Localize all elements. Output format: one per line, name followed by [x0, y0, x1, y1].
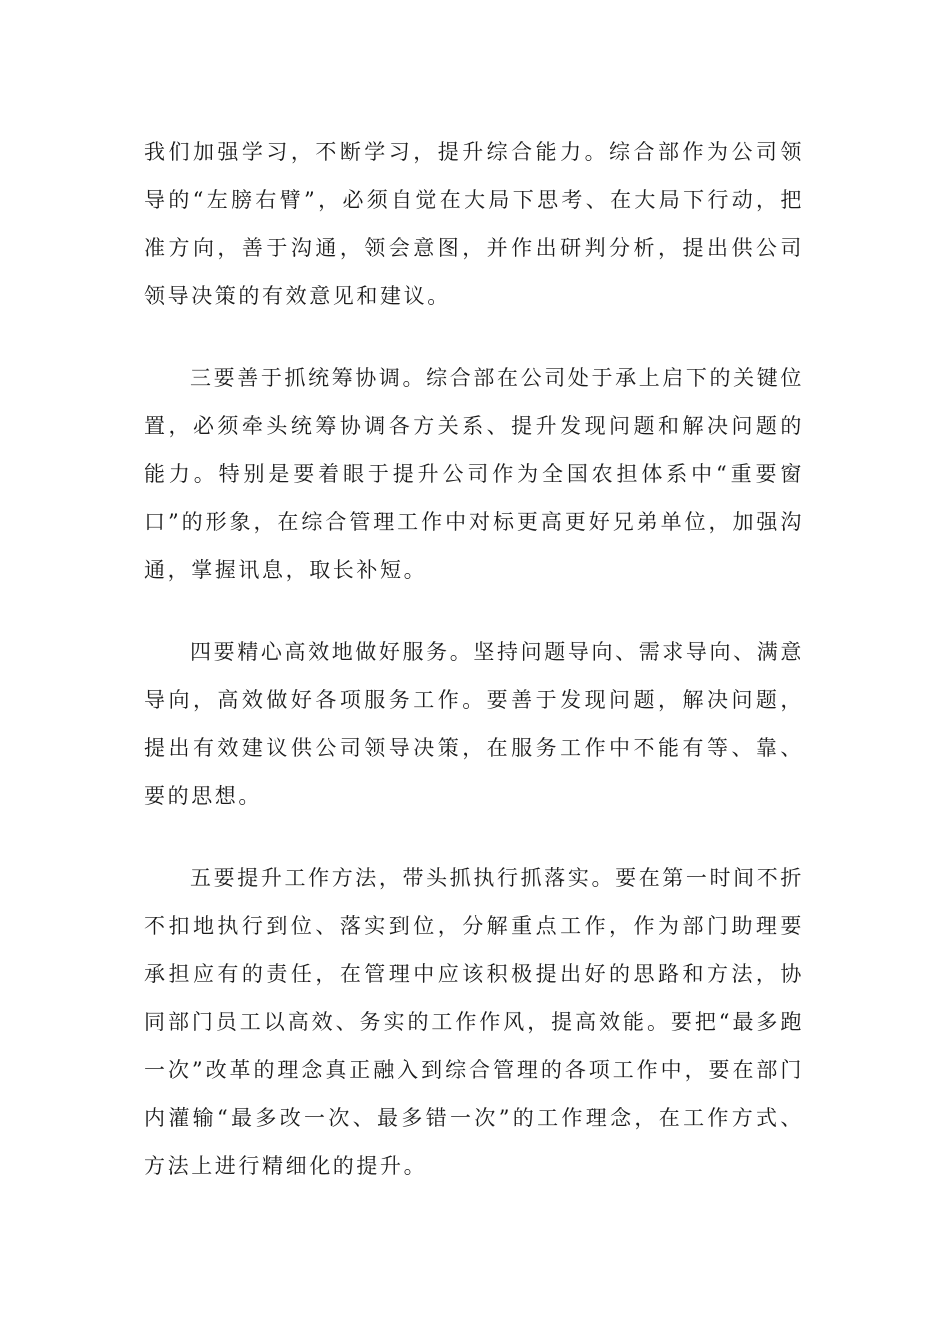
paragraph-1: 我们加强学习，不断学习，提升综合能力。综合部作为公司领导的“左膀右臂”，必须自觉在大局下思考、在大局下行动，把准方向，善于沟通，领会意图，并作出研判分析，提出供公司领导决策的有效意见和建议。	[144, 140, 804, 308]
paragraph-3: 四要精心高效地做好服务。坚持问题导向、需求导向、满意导向，高效做好各项服务工作。要善于发现问题，解决问题，提出有效建议供公司领导决策，在服务工作中不能有等、靠、要的思想。	[144, 640, 804, 808]
document-body	[144, 128, 804, 1190]
paragraph-2: 三要善于抓统筹协调。综合部在公司处于承上启下的关键位置，必须牵头统筹协调各方关系、提升发现问题和解决问题的能力。特别是要着眼于提升公司作为全国农担体系中“重要窗口”的形象，在综合管理工作中对标更高更好兄弟单位，加强沟通，掌握讯息，取长补短。	[144, 366, 804, 582]
paragraph-4: 五要提升工作方法，带头抓执行抓落实。要在第一时间不折不扣地执行到位、落实到位，分解重点工作，作为部门助理要承担应有的责任，在管理中应该积极提出好的思路和方法，协同部门员工以高效、务实的工作作风，提高效能。要把“最多跑一次”改革的理念真正融入到综合管理的各项工作中，要在部门内灌输“最多改一次、最多错一次”的工作理念，在工作方式、方法上进行精细化的提升。	[144, 866, 804, 1178]
